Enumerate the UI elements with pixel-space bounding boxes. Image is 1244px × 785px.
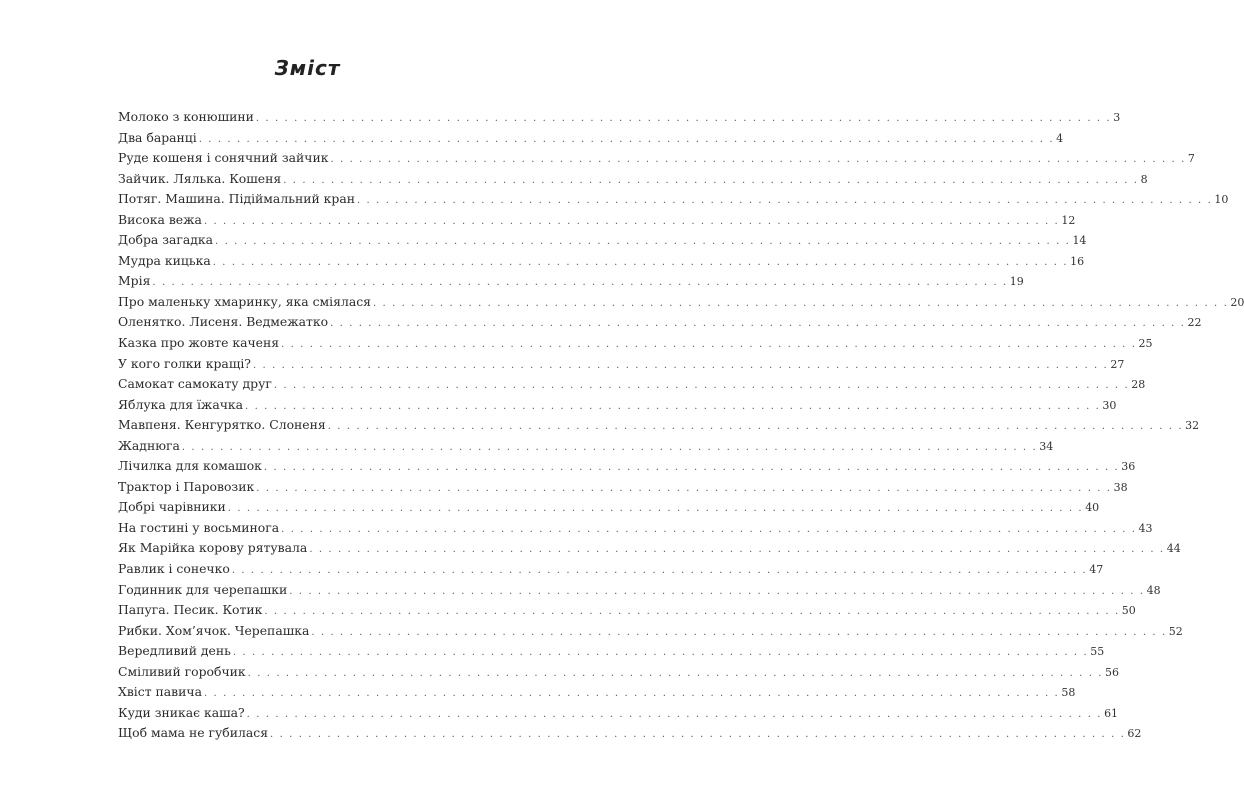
toc-entry: [118, 210, 1076, 231]
toc-entry-title: Самокат самокату друг: [118, 376, 272, 392]
toc-entry-title: Куди зникає каша?: [118, 704, 245, 720]
toc-entry-title: Трактор і Паровозик: [118, 478, 255, 494]
toc-entry: [118, 333, 1153, 354]
toc-entry: [118, 538, 1181, 559]
toc-entry-page-number: 16: [1070, 254, 1085, 268]
dot-leader: . . . . . . . . . . . . . . . . . . . . . . . . . . . . . . . . . . . . . . . . . . . . . . . . . . . . . . . . . . . . . . . . . . . . . . . . . . . . . . . . . . . . . . . . . .: [252, 359, 1109, 371]
dot-leader: . . . . . . . . . . . . . . . . . . . . . . . . . . . . . . . . . . . . . . . . . . . . . . . . . . . . . . . . . . . . . . . . . . . . . . . . . . . . . . . . . . . . . . . . . .: [263, 462, 1120, 474]
toc-entry-page-number: 38: [1113, 480, 1128, 494]
dot-leader: . . . . . . . . . . . . . . . . . . . . . . . . . . . . . . . . . . . . . . . . . . . . . . . . . . . . . . . . . . . . . . . . . . . . . . . . . . . . . . . . . . . . . . . . . .: [247, 667, 1104, 679]
dot-leader: . . . . . . . . . . . . . . . . . . . . . . . . . . . . . . . . . . . . . . . . . . . . . . . . . . . . . . . . . . . . . . . . . . . . . . . . . . . . . . . . . . . . . . . . . .: [270, 729, 1126, 741]
toc-entry-title: Оленятко. Лисеня. Ведмежатко: [118, 314, 329, 330]
toc-entry-title: Рибки. Хом’ячок. Черепашка: [118, 622, 310, 638]
toc-entry: [118, 518, 1153, 539]
toc-entry: [118, 456, 1136, 477]
toc-entry-page-number: 36: [1121, 460, 1136, 474]
dot-leader: . . . . . . . . . . . . . . . . . . . . . . . . . . . . . . . . . . . . . . . . . . . . . . . . . . . . . . . . . . . . . . . . . . . . . . . . . . . . . . . . . . . . . . . . . .: [264, 606, 1120, 618]
dot-leader: . . . . . . . . . . . . . . . . . . . . . . . . . . . . . . . . . . . . . . . . . . . . . . . . . . . . . . . . . . . . . . . . . . . . . . . . . . . . . . . . . . . . . . . . . .: [356, 195, 1213, 207]
dot-leader: . . . . . . . . . . . . . . . . . . . . . . . . . . . . . . . . . . . . . . . . . . . . . . . . . . . . . . . . . . . . . . . . . . . . . . . . . . . . . . . . . . . . . . . . . .: [231, 565, 1088, 577]
toc-entry: [118, 395, 1117, 416]
toc-list: [118, 107, 1244, 744]
toc-entry-title: Яблука для їжачка: [118, 396, 244, 412]
dot-leader: . . . . . . . . . . . . . . . . . . . . . . . . . . . . . . . . . . . . . . . . . . . . . . . . . . . . . . . . . . . . . . . . . . . . . . . . . . . . . . . . . . . . . . . . . .: [289, 585, 1145, 597]
toc-entry-title: Мудра кицька: [118, 252, 211, 268]
toc-entry-page-number: 3: [1113, 111, 1121, 124]
toc-entry-page-number: 32: [1185, 419, 1200, 433]
toc-entry: [118, 292, 1244, 313]
dot-leader: . . . . . . . . . . . . . . . . . . . . . . . . . . . . . . . . . . . . . . . . . . . . . . . . . . . . . . . . . . . . . . . . . . . . . . . . . . . . . . . . . . . . . . . . . .: [212, 256, 1069, 268]
toc-entry: [118, 374, 1146, 395]
toc-entry: [118, 128, 1064, 149]
toc-entry: [118, 723, 1142, 744]
toc-entry-page-number: 48: [1146, 583, 1161, 597]
toc-entry: [118, 148, 1195, 169]
toc-entry: [118, 107, 1121, 128]
toc-entry-page-number: 52: [1168, 624, 1183, 638]
toc-entry-page-number: 14: [1072, 234, 1087, 248]
toc-entry-page-number: 10: [1214, 193, 1229, 207]
toc-entry: [118, 580, 1161, 601]
toc-entry-page-number: 55: [1090, 645, 1105, 659]
dot-leader: . . . . . . . . . . . . . . . . . . . . . . . . . . . . . . . . . . . . . . . . . . . . . . . . . . . . . . . . . . . . . . . . . . . . . . . . . . . . . . . . . . . . . . . . . .: [372, 297, 1229, 309]
toc-entry-page-number: 43: [1138, 521, 1153, 535]
toc-entry-page-number: 4: [1056, 131, 1064, 145]
dot-leader: . . . . . . . . . . . . . . . . . . . . . . . . . . . . . . . . . . . . . . . . . . . . . . . . . . . . . . . . . . . . . . . . . . . . . . . . . . . . . . . . . . . . . . . . . .: [281, 523, 1137, 535]
toc-entry-title: Про маленьку хмаринку, яка сміялася: [118, 293, 371, 309]
toc-entry-page-number: 40: [1085, 501, 1100, 515]
toc-entry-page-number: 61: [1104, 706, 1119, 720]
toc-entry-title: Руде кошеня і сонячний зайчик: [118, 150, 329, 166]
toc-entry-title: Щоб мама не губилася: [118, 725, 269, 741]
dot-leader: . . . . . . . . . . . . . . . . . . . . . . . . . . . . . . . . . . . . . . . . . . . . . . . . . . . . . . . . . . . . . . . . . . . . . . . . . . . . . . . . . . . . . . . . . .: [152, 277, 1008, 289]
toc-entry: [118, 230, 1087, 251]
toc-entry: [118, 271, 1024, 292]
toc-entry-title: Як Марійка корову рятувала: [118, 540, 308, 556]
toc-entry-title: Жаднюга: [118, 437, 180, 453]
toc-entry-page-number: 56: [1105, 665, 1120, 679]
dot-leader: . . . . . . . . . . . . . . . . . . . . . . . . . . . . . . . . . . . . . . . . . . . . . . . . . . . . . . . . . . . . . . . . . . . . . . . . . . . . . . . . . . . . . . . . . .: [255, 113, 1112, 124]
toc-entry: [118, 354, 1125, 375]
toc-entry-title: Зайчик. Лялька. Кошеня: [118, 170, 282, 186]
toc-entry-title: Добра загадка: [118, 232, 214, 248]
toc-entry-page-number: 19: [1009, 275, 1024, 289]
toc-entry-page-number: 47: [1089, 563, 1104, 577]
dot-leader: . . . . . . . . . . . . . . . . . . . . . . . . . . . . . . . . . . . . . . . . . . . . . . . . . . . . . . . . . . . . . . . . . . . . . . . . . . . . . . . . . . . . . . . . . .: [246, 708, 1103, 720]
toc-entry-title: Мрія: [118, 273, 151, 289]
dot-leader: . . . . . . . . . . . . . . . . . . . . . . . . . . . . . . . . . . . . . . . . . . . . . . . . . . . . . . . . . . . . . . . . . . . . . . . . . . . . . . . . . . . . . . . . . .: [227, 503, 1084, 515]
toc-entry-title: Хвіст павича: [118, 684, 202, 700]
toc-entry-page-number: 25: [1138, 337, 1153, 351]
toc-entry-page-number: 58: [1061, 686, 1076, 700]
toc-entry: [118, 662, 1120, 683]
dot-leader: . . . . . . . . . . . . . . . . . . . . . . . . . . . . . . . . . . . . . . . . . . . . . . . . . . . . . . . . . . . . . . . . . . . . . . . . . . . . . . . . . . . . . . . . . .: [330, 318, 1186, 330]
toc-entry: [118, 189, 1229, 210]
dot-leader: . . . . . . . . . . . . . . . . . . . . . . . . . . . . . . . . . . . . . . . . . . . . . . . . . . . . . . . . . . . . . . . . . . . . . . . . . . . . . . . . . . . . . . . . . .: [311, 626, 1167, 638]
toc-entry-page-number: 12: [1061, 213, 1076, 227]
toc-entry-page-number: 62: [1127, 727, 1142, 741]
dot-leader: . . . . . . . . . . . . . . . . . . . . . . . . . . . . . . . . . . . . . . . . . . . . . . . . . . . . . . . . . . . . . . . . . . . . . . . . . . . . . . . . . . . . . . . . . .: [256, 482, 1112, 494]
toc-entry-page-number: 27: [1110, 357, 1125, 371]
toc-entry-title: Молоко з конюшини: [118, 109, 254, 124]
toc-entry-page-number: 22: [1187, 316, 1202, 330]
toc-entry: [118, 641, 1105, 662]
toc-entry-title: Мавпеня. Кенгурятко. Слоненя: [118, 417, 326, 433]
dot-leader: . . . . . . . . . . . . . . . . . . . . . . . . . . . . . . . . . . . . . . . . . . . . . . . . . . . . . . . . . . . . . . . . . . . . . . . . . . . . . . . . . . . . . . . . . .: [232, 647, 1089, 659]
toc-entry-page-number: 50: [1121, 604, 1136, 618]
dot-leader: . . . . . . . . . . . . . . . . . . . . . . . . . . . . . . . . . . . . . . . . . . . . . . . . . . . . . . . . . . . . . . . . . . . . . . . . . . . . . . . . . . . . . . . . . .: [245, 400, 1101, 412]
toc-entry: [118, 600, 1136, 621]
toc-entry-title: Вередливий день: [118, 643, 231, 659]
dot-leader: . . . . . . . . . . . . . . . . . . . . . . . . . . . . . . . . . . . . . . . . . . . . . . . . . . . . . . . . . . . . . . . . . . . . . . . . . . . . . . . . . . . . . . . . . .: [273, 380, 1130, 392]
toc-entry: [118, 251, 1085, 272]
toc-entry-title: Потяг. Машина. Підіймальний кран: [118, 191, 355, 207]
page-title: Зміст: [274, 56, 341, 80]
toc-entry: [118, 682, 1076, 703]
toc-entry-title: Висока вежа: [118, 211, 202, 227]
toc-entry-title: Добрі чарівники: [118, 499, 226, 515]
toc-entry-title: У кого голки кращі?: [118, 355, 251, 371]
toc-entry-title: Два баранці: [118, 129, 197, 145]
dot-leader: . . . . . . . . . . . . . . . . . . . . . . . . . . . . . . . . . . . . . . . . . . . . . . . . . . . . . . . . . . . . . . . . . . . . . . . . . . . . . . . . . . . . . . . . . .: [203, 688, 1060, 700]
dot-leader: . . . . . . . . . . . . . . . . . . . . . . . . . . . . . . . . . . . . . . . . . . . . . . . . . . . . . . . . . . . . . . . . . . . . . . . . . . . . . . . . . . . . . . . . . .: [203, 215, 1060, 227]
toc-entry-page-number: 7: [1187, 152, 1195, 166]
toc-entry: [118, 703, 1119, 724]
toc-entry-page-number: 20: [1230, 295, 1244, 309]
dot-leader: . . . . . . . . . . . . . . . . . . . . . . . . . . . . . . . . . . . . . . . . . . . . . . . . . . . . . . . . . . . . . . . . . . . . . . . . . . . . . . . . . . . . . . . . . .: [283, 174, 1139, 186]
toc-entry-title: Равлик і сонечко: [118, 561, 230, 577]
toc-entry-page-number: 8: [1140, 172, 1148, 186]
toc-entry: [118, 312, 1202, 333]
dot-leader: . . . . . . . . . . . . . . . . . . . . . . . . . . . . . . . . . . . . . . . . . . . . . . . . . . . . . . . . . . . . . . . . . . . . . . . . . . . . . . . . . . . . . . . . . .: [181, 441, 1038, 453]
dot-leader: . . . . . . . . . . . . . . . . . . . . . . . . . . . . . . . . . . . . . . . . . . . . . . . . . . . . . . . . . . . . . . . . . . . . . . . . . . . . . . . . . . . . . . . . . .: [215, 236, 1071, 248]
dot-leader: . . . . . . . . . . . . . . . . . . . . . . . . . . . . . . . . . . . . . . . . . . . . . . . . . . . . . . . . . . . . . . . . . . . . . . . . . . . . . . . . . . . . . . . . . .: [330, 154, 1186, 166]
toc-entry: [118, 477, 1128, 498]
toc-entry-title: Лічилка для комашок: [118, 458, 262, 474]
dot-leader: . . . . . . . . . . . . . . . . . . . . . . . . . . . . . . . . . . . . . . . . . . . . . . . . . . . . . . . . . . . . . . . . . . . . . . . . . . . . . . . . . . . . . . . . . .: [327, 421, 1184, 433]
toc-entry-page-number: 34: [1039, 439, 1054, 453]
toc-entry-page-number: 44: [1166, 542, 1181, 556]
toc-entry: [118, 415, 1200, 436]
toc-entry-title: Сміливий горобчик: [118, 663, 246, 679]
dot-leader: . . . . . . . . . . . . . . . . . . . . . . . . . . . . . . . . . . . . . . . . . . . . . . . . . . . . . . . . . . . . . . . . . . . . . . . . . . . . . . . . . . . . . . . . . .: [309, 544, 1165, 556]
toc-entry-title: Годинник для черепашки: [118, 581, 288, 597]
toc-entry-title: На гостині у восьминога: [118, 519, 280, 535]
dot-leader: . . . . . . . . . . . . . . . . . . . . . . . . . . . . . . . . . . . . . . . . . . . . . . . . . . . . . . . . . . . . . . . . . . . . . . . . . . . . . . . . . . . . . . . . . .: [198, 133, 1055, 145]
toc-entry: [118, 559, 1104, 580]
toc-entry-title: Казка про жовте каченя: [118, 335, 280, 351]
toc-entry: [118, 169, 1148, 190]
toc-entry: [118, 621, 1183, 642]
dot-leader: . . . . . . . . . . . . . . . . . . . . . . . . . . . . . . . . . . . . . . . . . . . . . . . . . . . . . . . . . . . . . . . . . . . . . . . . . . . . . . . . . . . . . . . . . .: [281, 339, 1137, 351]
toc-entry: [118, 497, 1100, 518]
toc-entry: [118, 436, 1054, 457]
toc-entry-page-number: 28: [1131, 378, 1146, 392]
toc-entry-title: Папуга. Песик. Котик: [118, 602, 263, 618]
toc-entry-page-number: 30: [1102, 398, 1117, 412]
